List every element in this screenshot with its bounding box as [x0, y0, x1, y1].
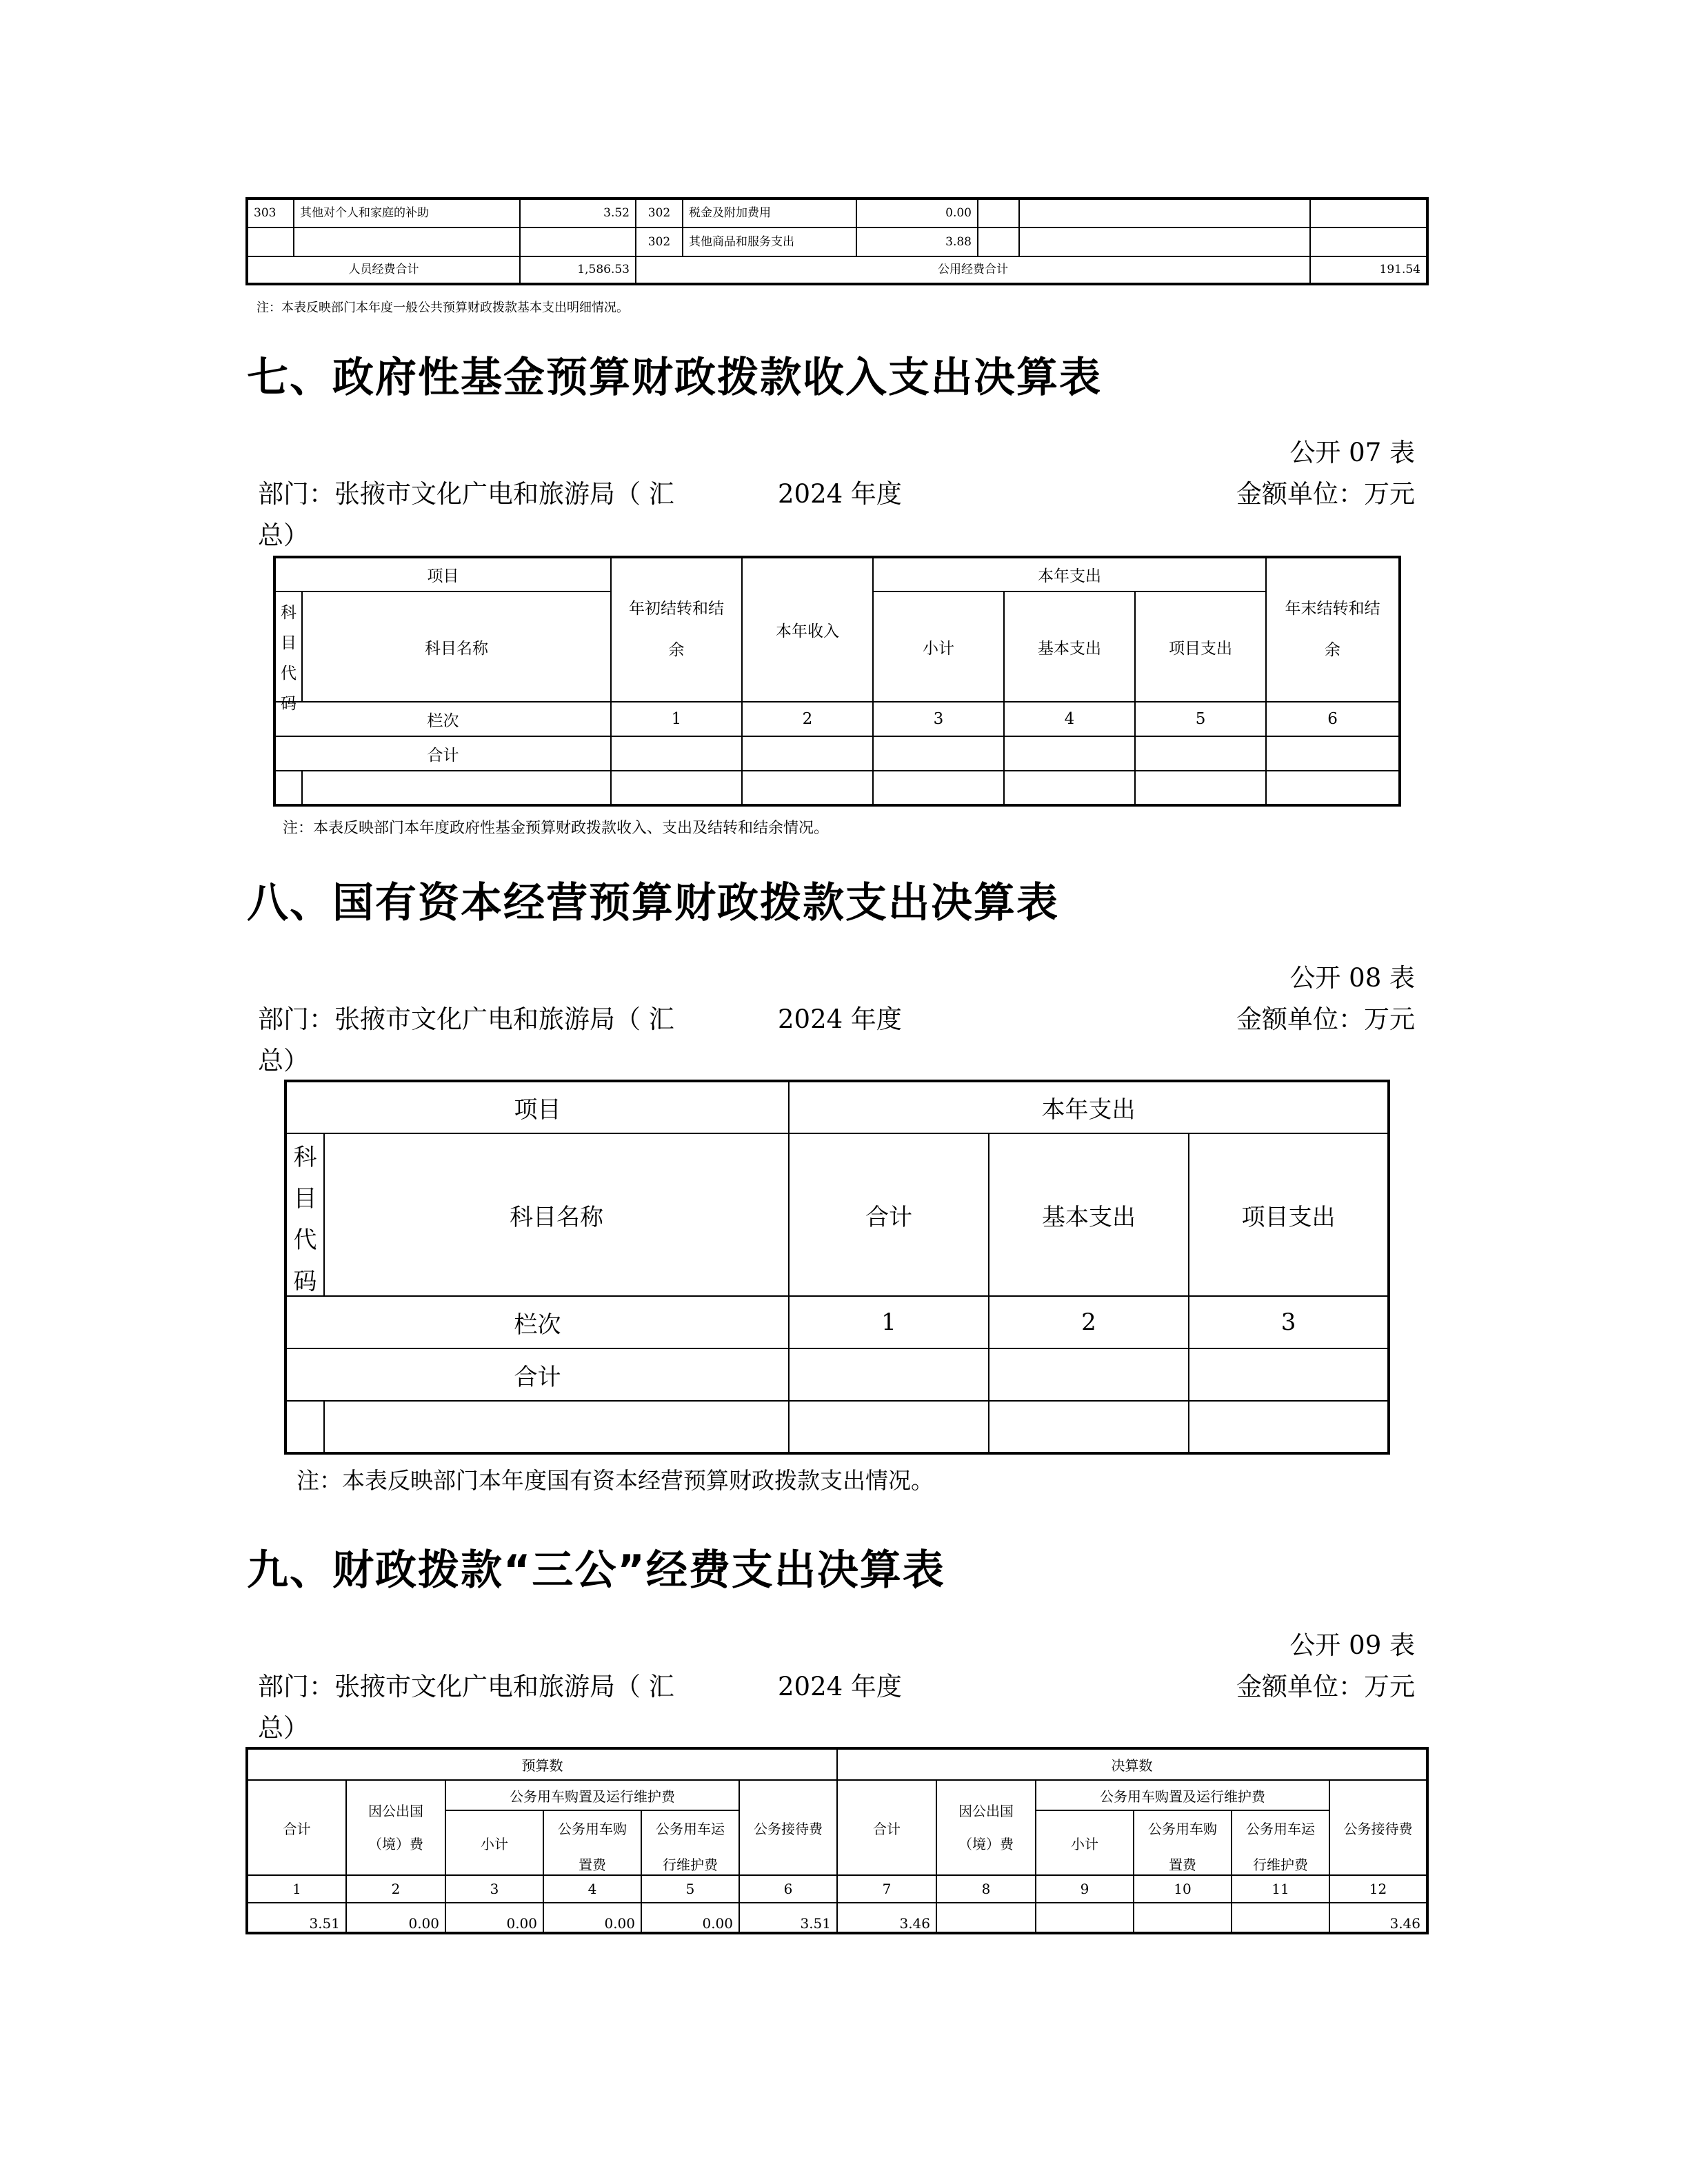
empty-cell [611, 771, 742, 805]
header-code [274, 592, 302, 713]
header-code-text: 科目代码 [281, 604, 297, 713]
header-abroad-line1: 因公出国 [958, 1803, 1014, 1819]
header-vehicle-operation-text: 公务用车运行维护费 [1246, 1821, 1315, 1873]
col-number: 3 [873, 702, 1004, 736]
table-row [285, 1401, 1389, 1453]
header-row [285, 1133, 1389, 1296]
value-cell: 3.88 [856, 228, 978, 256]
header-expense: 本年支出 [873, 557, 1266, 592]
header-code [285, 1133, 324, 1296]
value-cell: 0.00 [641, 1903, 739, 1933]
value-row [247, 1903, 1427, 1933]
department-label: 部门：张掖市文化广电和旅游局（ 汇 [258, 1004, 674, 1034]
header-vehicle-operation-text: 公务用车运行维护费 [656, 1821, 725, 1873]
table-row [274, 771, 1400, 805]
table-row [247, 199, 1427, 228]
total-label: 合计 [285, 1348, 789, 1401]
totals-row [247, 256, 1427, 284]
department-label-cont: 总） [258, 1713, 309, 1743]
header-income: 本年收入 [742, 557, 873, 702]
header-basic: 基本支出 [989, 1133, 1189, 1296]
header-row [285, 1081, 1389, 1133]
col-number: 12 [1329, 1875, 1427, 1903]
empty-cell [873, 736, 1004, 771]
header-vehicle-purchase [543, 1810, 641, 1875]
empty-cell [742, 771, 873, 805]
empty-cell [789, 1348, 989, 1401]
empty-cell [247, 228, 294, 256]
header-reception: 公务接待费 [1329, 1780, 1427, 1875]
section-title: 八、国有资本经营预算财政拨款支出决算表 [247, 879, 1059, 927]
empty-cell [1266, 771, 1400, 805]
header-subtotal: 小计 [873, 592, 1004, 702]
fiscal-year: 2024 年度 [778, 479, 902, 509]
header-row [247, 1748, 1427, 1780]
code-cell: 303 [247, 199, 294, 228]
empty-cell [1135, 736, 1266, 771]
col-number: 6 [1266, 702, 1400, 736]
table-row [247, 228, 1427, 256]
empty-cell [789, 1401, 989, 1453]
state-capital-table [284, 1080, 1390, 1455]
table-note: 注：本表反映部门本年度政府性基金预算财政拨款收入、支出及结转和结余情况。 [283, 820, 830, 837]
header-total: 合计 [789, 1133, 989, 1296]
empty-cell [1310, 228, 1427, 256]
header-project: 项目支出 [1189, 1133, 1389, 1296]
value-cell: 3.46 [1329, 1903, 1427, 1933]
header-row [247, 1780, 1427, 1810]
value-cell [1134, 1903, 1232, 1933]
col-number: 6 [739, 1875, 837, 1903]
department-label: 部门：张掖市文化广电和旅游局（ 汇 [258, 1672, 674, 1701]
header-abroad [936, 1780, 1036, 1875]
department-label-cont: 总） [258, 1046, 309, 1075]
header-subtotal: 小计 [1036, 1810, 1134, 1875]
personnel-total-value: 1,586.53 [520, 256, 636, 284]
col-number: 1 [789, 1296, 989, 1348]
total-row [285, 1348, 1389, 1401]
section-title: 七、政府性基金预算财政拨款收入支出决算表 [247, 354, 1102, 402]
empty-cell [1189, 1348, 1389, 1401]
col-number: 7 [837, 1875, 936, 1903]
empty-cell [274, 771, 302, 805]
form-number: 公开 08 表 [1289, 963, 1415, 993]
fiscal-year: 2024 年度 [778, 1004, 902, 1034]
department-label-cont: 总） [258, 520, 309, 550]
table-note: 注：本表反映部门本年度国有资本经营预算财政拨款支出情况。 [297, 1467, 934, 1494]
name-cell: 税金及附加费用 [683, 199, 856, 228]
col-number: 1 [247, 1875, 346, 1903]
header-total: 合计 [837, 1780, 936, 1875]
empty-cell [294, 228, 520, 256]
col-number: 3 [1189, 1296, 1389, 1348]
column-number-row [247, 1875, 1427, 1903]
value-cell [1232, 1903, 1329, 1933]
name-cell: 其他对个人和家庭的补助 [294, 199, 520, 228]
header-vehicle-operation [641, 1810, 739, 1875]
col-number: 4 [543, 1875, 641, 1903]
header-abroad-line2: （境）费 [958, 1836, 1014, 1852]
total-row [274, 736, 1400, 771]
section-title: 九、财政拨款“三公”经费支出决算表 [247, 1546, 945, 1595]
col-number: 2 [346, 1875, 445, 1903]
col-number: 11 [1232, 1875, 1329, 1903]
col-number: 5 [641, 1875, 739, 1903]
value-cell: 3.46 [837, 1903, 936, 1933]
col-number: 9 [1036, 1875, 1134, 1903]
col-number: 4 [1004, 702, 1135, 736]
header-item: 项目 [285, 1081, 789, 1133]
col-number: 2 [989, 1296, 1189, 1348]
empty-cell [324, 1401, 789, 1453]
public-total-label: 公用经费合计 [636, 256, 1310, 284]
fiscal-year: 2024 年度 [778, 1672, 902, 1701]
empty-cell [742, 736, 873, 771]
row-col-label: 栏次 [285, 1296, 789, 1348]
col-number: 2 [742, 702, 873, 736]
code-cell: 302 [636, 228, 683, 256]
value-cell: 3.51 [739, 1903, 837, 1933]
empty-cell [1266, 736, 1400, 771]
empty-cell [978, 199, 1019, 228]
col-number: 5 [1135, 702, 1266, 736]
empty-cell [285, 1401, 324, 1453]
amount-unit: 金额单位：万元 [1236, 1004, 1415, 1034]
empty-cell [1004, 736, 1135, 771]
three-public-expenses-table [245, 1747, 1429, 1934]
header-project: 项目支出 [1135, 592, 1266, 702]
value-cell: 3.52 [520, 199, 636, 228]
form-number: 公开 09 表 [1289, 1630, 1415, 1660]
header-abroad [346, 1780, 445, 1875]
value-cell: 0.00 [346, 1903, 445, 1933]
header-budget: 预算数 [247, 1748, 837, 1780]
basic-expense-detail-table [245, 197, 1429, 285]
header-vehicle: 公务用车购置及运行维护费 [445, 1780, 739, 1810]
value-cell: 0.00 [856, 199, 978, 228]
col-number: 1 [611, 702, 742, 736]
empty-cell [1019, 199, 1310, 228]
header-name: 科目名称 [324, 1133, 789, 1296]
header-item: 项目 [274, 557, 611, 592]
header-vehicle: 公务用车购置及运行维护费 [1036, 1780, 1329, 1810]
col-number: 8 [936, 1875, 1036, 1903]
empty-cell [873, 771, 1004, 805]
column-number-row [274, 702, 1400, 736]
header-begin-balance: 年初结转和结余 [611, 557, 742, 702]
header-basic: 基本支出 [1004, 592, 1135, 702]
header-vehicle-purchase-text: 公务用车购置费 [1148, 1821, 1217, 1873]
header-subtotal: 小计 [445, 1810, 543, 1875]
header-total: 合计 [247, 1780, 346, 1875]
empty-cell [989, 1348, 1189, 1401]
row-col-label: 栏次 [274, 702, 611, 736]
value-cell [936, 1903, 1036, 1933]
government-fund-table [273, 556, 1401, 807]
header-expense: 本年支出 [789, 1081, 1389, 1133]
amount-unit: 金额单位：万元 [1236, 1672, 1415, 1701]
empty-cell [1019, 228, 1310, 256]
value-cell: 3.51 [247, 1903, 346, 1933]
header-abroad-line2: （境）费 [368, 1836, 423, 1852]
column-number-row [285, 1296, 1389, 1348]
form-number: 公开 07 表 [1289, 438, 1415, 467]
name-cell: 其他商品和服务支出 [683, 228, 856, 256]
header-row [274, 557, 1400, 592]
header-vehicle-purchase-text: 公务用车购置费 [558, 1821, 627, 1873]
empty-cell [611, 736, 742, 771]
header-final: 决算数 [837, 1748, 1427, 1780]
empty-cell [1310, 199, 1427, 228]
public-total-value: 191.54 [1310, 256, 1427, 284]
empty-cell [302, 771, 611, 805]
total-label: 合计 [274, 736, 611, 771]
empty-cell [1004, 771, 1135, 805]
personnel-total-label: 人员经费合计 [247, 256, 520, 284]
empty-cell [978, 228, 1019, 256]
value-cell [1036, 1903, 1134, 1933]
header-reception: 公务接待费 [739, 1780, 837, 1875]
empty-cell [1189, 1401, 1389, 1453]
value-cell: 0.00 [543, 1903, 641, 1933]
code-cell: 302 [636, 199, 683, 228]
empty-cell [989, 1401, 1189, 1453]
value-cell: 0.00 [445, 1903, 543, 1933]
header-code-text: 科目代码 [293, 1144, 317, 1295]
col-number: 3 [445, 1875, 543, 1903]
empty-cell [1135, 771, 1266, 805]
header-end-balance: 年末结转和结余 [1266, 557, 1400, 702]
col-number: 10 [1134, 1875, 1232, 1903]
header-abroad-line1: 因公出国 [368, 1803, 423, 1819]
table-note: 注：本表反映部门本年度一般公共预算财政拨款基本支出明细情况。 [257, 301, 629, 315]
empty-cell [520, 228, 636, 256]
amount-unit: 金额单位：万元 [1236, 479, 1415, 509]
header-vehicle-operation [1232, 1810, 1329, 1875]
header-name: 科目名称 [302, 592, 611, 702]
department-label: 部门：张掖市文化广电和旅游局（ 汇 [258, 479, 674, 509]
header-vehicle-purchase [1134, 1810, 1232, 1875]
